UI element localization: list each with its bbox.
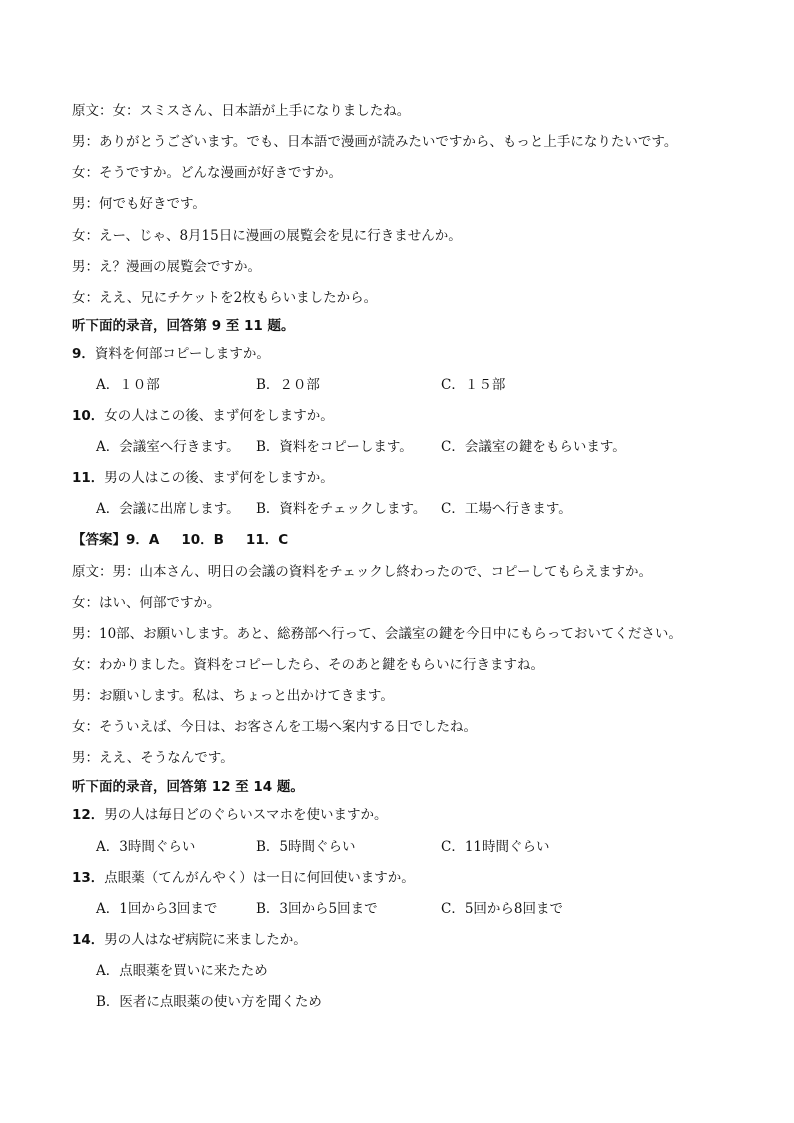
question-text: 女の人はこの後、まず何をしますか。 <box>104 408 334 424</box>
option-b: B．5時間ぐらい <box>256 839 356 855</box>
option-b: B．２０部 <box>256 377 320 393</box>
transcript2-line: 女：はい、何部ですか。 <box>72 595 221 611</box>
option-b: B．資料をコピーします。 <box>256 439 413 455</box>
question-14-option-b: B．医者に点眼薬の使い方を聞くため <box>96 994 322 1010</box>
option-a: A．１０部 <box>96 377 160 393</box>
transcript2-line: 男：お願いします。私は、ちょっと出かけてきます。 <box>72 688 394 704</box>
option-a: A．1回から3回まで <box>96 901 218 917</box>
question-11 <box>72 468 754 488</box>
question-number: 13． <box>72 870 105 886</box>
option-a: A．会議室へ行きます。 <box>96 439 240 455</box>
option-a: A．会議に出席します。 <box>96 501 240 517</box>
question-14-option-a: A．点眼薬を買いに来たため <box>96 963 268 979</box>
answer-line <box>72 530 754 550</box>
question-text: 点眼薬（てんがんやく）は一日に何回使いますか。 <box>104 870 415 886</box>
question-14 <box>72 930 754 950</box>
question-12 <box>72 805 754 825</box>
option-b: B．資料をチェックします。 <box>256 501 427 517</box>
question-number: 9． <box>72 346 95 362</box>
question-text: 資料を何部コピーしますか。 <box>94 346 270 362</box>
question-number: 10． <box>72 408 105 424</box>
option-c: C．会議室の鍵をもらいます。 <box>441 439 626 455</box>
answer-item: 10．B <box>181 532 224 548</box>
question-text: 男の人は毎日どのぐらいスマホを使いますか。 <box>104 807 388 823</box>
question-number: 12． <box>72 807 105 823</box>
option-a: A．3時間ぐらい <box>96 839 196 855</box>
transcript1-line: 原文：女：スミスさん、日本語が上手になりましたね。 <box>72 103 411 119</box>
transcript1-line: 男：ありがとうございます。でも、日本語で漫画が読みたいですから、もっと上手になりたいです。 <box>72 134 678 150</box>
option-c: C．工場へ行きます。 <box>441 501 572 517</box>
question-number: 11． <box>72 470 105 486</box>
transcript1-line: 女：そうですか。どんな漫画が好きですか。 <box>72 165 342 181</box>
transcript1-line: 女：えー、じゃ、8月15日に漫画の展覧会を見に行きませんか。 <box>72 228 462 244</box>
transcript1-line: 女：ええ、兄にチケットを2枚もらいましたから。 <box>72 290 378 306</box>
question-text: 男の人はこの後、まず何をしますか。 <box>104 470 334 486</box>
option-b: B．3回から5回まで <box>256 901 378 917</box>
answer-label: 【答案】 <box>72 532 126 548</box>
question-10 <box>72 406 754 426</box>
transcript1-line: 男：え？漫画の展覧会ですか。 <box>72 259 261 275</box>
answer-item: 9．A <box>126 532 160 548</box>
question-text: 男の人はなぜ病院に来ましたか。 <box>104 932 307 948</box>
answer-item: 11．C <box>245 532 289 548</box>
transcript2-line: 原文：男：山本さん、明日の会議の資料をチェックし終わったので、コピーしてもらえますか。 <box>72 564 652 580</box>
transcript2-line: 男：10部、お願いします。あと、総務部へ行って、会議室の鍵を今日中にもらっておいてください。 <box>72 626 682 642</box>
option-c: C．11時間ぐらい <box>441 839 550 855</box>
question-13 <box>72 868 754 888</box>
transcript2-line: 女：わかりました。資料をコピーしたら、そのあと鍵をもらいに行きますね。 <box>72 657 544 673</box>
transcript1-line: 男：何でも好きです。 <box>72 196 206 212</box>
question-9 <box>72 344 754 364</box>
transcript2-line: 女：そういえば、今日は、お客さんを工場へ案内する日でしたね。 <box>72 719 477 735</box>
section-heading: 听下面的录音，回答第 12 至 14 题。 <box>72 779 304 795</box>
section-heading: 听下面的录音，回答第 9 至 11 题。 <box>72 318 295 334</box>
transcript2-line: 男：ええ、そうなんです。 <box>72 750 234 766</box>
option-c: C．１５部 <box>441 377 506 393</box>
option-c: C．5回から8回まで <box>441 901 564 917</box>
question-number: 14． <box>72 932 105 948</box>
